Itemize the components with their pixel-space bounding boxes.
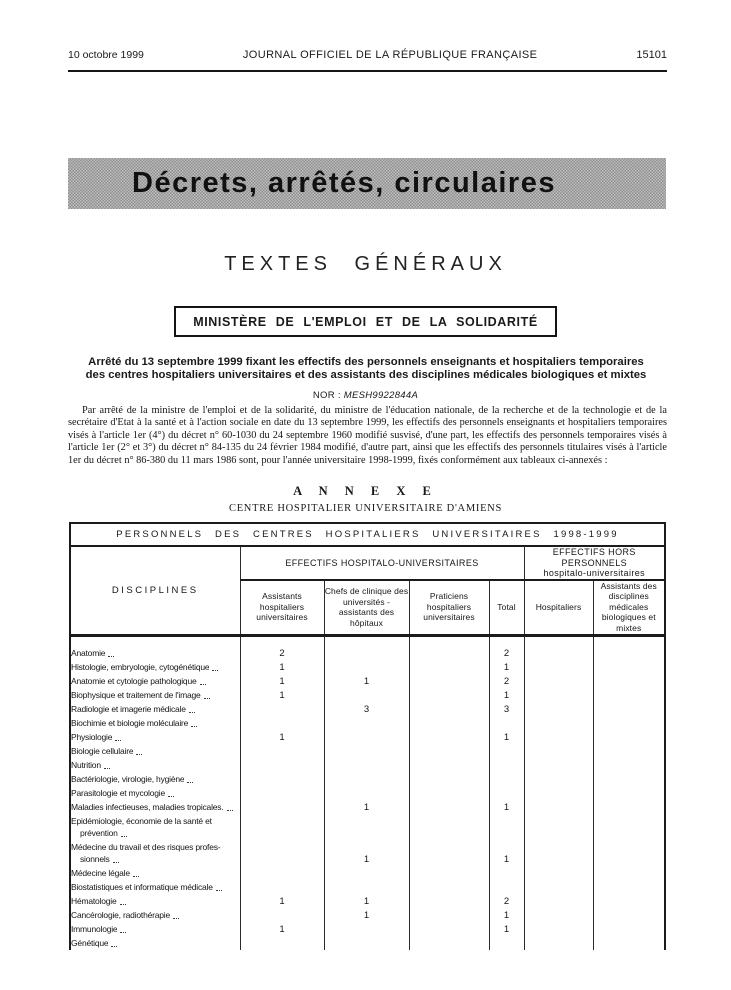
cell-value [524,840,593,866]
cell-value [240,866,324,880]
cell-value [409,716,489,730]
cell-value: 1 [240,674,324,688]
cell-value: 1 [489,660,524,674]
table-row [70,758,665,772]
cell-value [324,758,409,772]
spacer-cell [409,635,489,646]
spacer-cell [593,635,665,646]
cell-value [524,936,593,950]
header-rule [68,70,667,72]
row-label: sionnels [80,853,110,864]
page-header [68,49,667,61]
row-label-cell [70,688,240,702]
cell-value [240,936,324,950]
leader-dots [168,796,174,797]
cell-value [324,772,409,786]
leader-dots [120,932,126,933]
row-label: Parasitologie et mycologie [71,787,166,798]
journal-title: JOURNAL OFFICIEL DE LA RÉPUBLIQUE FRANÇAISE [242,49,538,61]
cell-value [409,772,489,786]
cell-value [593,674,665,688]
cell-value [593,840,665,866]
row-label-cell [70,758,240,772]
row-label: Bactériologie, virologie, hygiène [71,773,185,784]
cell-value: 1 [240,660,324,674]
cell-value [409,660,489,674]
cell-value [489,814,524,840]
row-label-cell [70,772,240,786]
leader-dots [133,876,139,877]
cell-value: 1 [489,730,524,744]
cell-value [524,688,593,702]
cell-value: 1 [489,908,524,922]
col-header-disciplines: DISCIPLINES [70,546,240,635]
annexe-title: A N N E X E [293,484,438,498]
table-spacer-row [70,635,665,646]
row-label: Biologie cellulaire [71,745,134,756]
col-header-assistants-disciplines: Assistants des disciplines médicales biologiques et mixtes [593,580,665,636]
leader-dots [121,836,127,837]
cell-value [240,880,324,894]
cell-value [409,936,489,950]
leader-dots [173,918,179,919]
cell-value [240,814,324,840]
cell-value [593,880,665,894]
leader-dots [189,712,195,713]
arrete-title: Arrêté du 13 septembre 1999 fixant les effectifs des personnels enseignants et hospitaliers temporaires des centres hospitaliers universitaires et des assistants des disciplines médicales biologiques et mixtes [85,356,647,381]
cell-value [324,688,409,702]
leader-dots [191,726,197,727]
group-header-hors-personnels [524,546,665,580]
cell-value [524,814,593,840]
cell-value [593,702,665,716]
spacer-cell [524,635,593,646]
cell-value [409,730,489,744]
leader-dots [120,904,126,905]
col-header-hospitaliers: Hospitaliers [524,580,593,636]
cell-value [409,688,489,702]
body-paragraph: Par arrêté de la ministre de l'emploi et de la solidarité, du ministre de l'éducation nationale, de la recherche et de la technologie et de la secrétaire d'Etat à la santé et à l'action sociale en date du 13 septembre 1999, les effectifs des personnels enseignants et hospitaliers temporaires visés à l'article 1er (4°) du décret n° 60-1030 du 24 septembre 1960 modifié susvisé, d'une part, les effectifs des personnels temporaires visés à l'article 1er (2° et 3°) du décret n° 84-135 du 24 février 1984 modifié, d'autre part, ainsi que les effectifs des personnels titulaires visés à l'article 1er du décret n° 86-380 du 11 mars 1986 sont, pour l'année universitaire 1998-1999, fixés conformément aux tableaux ci-annexés : [68,405,667,466]
row-label-cell [70,908,240,922]
ministry-title: MINISTÈRE DE L'EMPLOI ET DE LA SOLIDARITÉ [174,306,557,337]
cell-value [409,814,489,840]
row-label: Physiologie [71,731,113,742]
row-label-cell [70,702,240,716]
cell-value [593,688,665,702]
cell-value [240,716,324,730]
cell-value [593,922,665,936]
cell-value [524,716,593,730]
cell-value [524,908,593,922]
row-label: Anatomie [71,647,106,658]
cell-value: 1 [489,688,524,702]
row-label-cell [70,880,240,894]
cell-value [524,702,593,716]
page-number: 15101 [636,49,667,61]
row-label-cell [70,744,240,758]
table-group-row [70,546,665,580]
cell-value [524,730,593,744]
cell-value [593,646,665,660]
table-row [70,814,665,840]
row-label-cell [70,716,240,730]
table-row [70,908,665,922]
leader-dots [115,740,121,741]
cell-value: 2 [240,646,324,660]
cell-value [409,866,489,880]
annexe-subtitle: CENTRE HOSPITALIER UNIVERSITAIRE D'AMIENS [228,503,503,514]
leader-dots [187,782,193,783]
row-label-cell [70,840,240,866]
row-label: Biostatistiques et informatique médicale [71,881,213,892]
row-label: Anatomie et cytologie pathologique [71,675,197,686]
cell-value [489,866,524,880]
row-label: Médecine du travail et des risques profes- [71,841,221,852]
cell-value [409,800,489,814]
cell-value [409,880,489,894]
table-row [70,866,665,880]
spacer-cell [324,635,409,646]
row-label: Epidémiologie, économie de la santé et [71,815,212,826]
table-row [70,674,665,688]
leader-dots [108,656,114,657]
cell-value: 2 [489,674,524,688]
row-label: prévention [80,827,118,838]
cell-value [593,716,665,730]
nor-line [0,390,731,401]
cell-value [240,758,324,772]
cell-value [324,936,409,950]
table-row [70,922,665,936]
cell-value [409,744,489,758]
cell-value [593,894,665,908]
cell-value [489,772,524,786]
row-label-cell [70,922,240,936]
group-header-hospitalo-universitaires: EFFECTIFS HOSPITALO-UNIVERSITAIRES [240,546,524,580]
cell-value: 1 [324,840,409,866]
table-row [70,730,665,744]
row-label: Nutrition [71,759,101,770]
table-row [70,800,665,814]
cell-value [593,814,665,840]
cell-value [524,772,593,786]
cell-value: 2 [489,894,524,908]
nor-label: NOR : [312,390,341,401]
cell-value [593,730,665,744]
cell-value [524,758,593,772]
cell-value: 1 [324,800,409,814]
table-caption-row [70,523,665,546]
row-label-cell [70,800,240,814]
cell-value [324,716,409,730]
cell-value [409,922,489,936]
table-row [70,716,665,730]
cell-value [524,744,593,758]
row-label: Cancérologie, radiothérapie [71,909,171,920]
cell-value: 1 [324,894,409,908]
cell-value [240,786,324,800]
row-label-cell [70,646,240,660]
cell-value [324,814,409,840]
cell-value: 1 [324,674,409,688]
leader-dots [136,754,142,755]
row-label-cell [70,786,240,800]
cell-value: 2 [489,646,524,660]
row-label: Biophysique et traitement de l'image [71,689,201,700]
cell-value [524,880,593,894]
table-caption: PERSONNELS DES CENTRES HOSPITALIERS UNIVERSITAIRES 1998-1999 [70,523,665,546]
table-row [70,660,665,674]
leader-dots [212,670,218,671]
row-label: Maladies infectieuses, maladies tropicales. [71,801,224,812]
cell-value [593,758,665,772]
table-row [70,688,665,702]
cell-value [593,800,665,814]
cell-value [524,866,593,880]
section-title: TEXTES GÉNÉRAUX [224,253,507,275]
cell-value [409,840,489,866]
cell-value [409,758,489,772]
cell-value [409,786,489,800]
table-row [70,840,665,866]
row-label: Immunologie [71,923,118,934]
personnel-table [69,522,666,950]
group-header-line2: hospitalo-universitaires [543,568,646,578]
spacer-cell [70,635,240,646]
table-row [70,646,665,660]
leader-dots [216,890,222,891]
table-row [70,744,665,758]
row-label-cell [70,730,240,744]
cell-value [524,786,593,800]
cell-value [524,646,593,660]
table-row [70,936,665,950]
row-label-cell [70,674,240,688]
cell-value [409,894,489,908]
col-header-total: Total [489,580,524,636]
table-row [70,702,665,716]
cell-value: 1 [240,730,324,744]
nor-value: MESH9922844A [343,390,419,401]
cell-value: 3 [324,702,409,716]
table-row [70,772,665,786]
row-label: Médecine légale [71,867,130,878]
cell-value [489,936,524,950]
cell-value [324,744,409,758]
cell-value [524,674,593,688]
ministry-box-wrap [0,306,731,337]
cell-value: 1 [240,688,324,702]
cell-value [524,660,593,674]
cell-value [593,936,665,950]
cell-value [324,880,409,894]
cell-value [489,786,524,800]
cell-value [409,646,489,660]
row-label-cell [70,660,240,674]
cell-value [240,840,324,866]
cell-value [593,744,665,758]
cell-value [409,908,489,922]
cell-value [324,786,409,800]
cell-value [489,716,524,730]
cell-value [524,922,593,936]
cell-value: 1 [489,840,524,866]
row-label: Hématologie [71,895,117,906]
cell-value [240,702,324,716]
leader-dots [104,768,110,769]
decrees-banner [68,158,666,209]
cell-value: 1 [240,894,324,908]
cell-value [524,800,593,814]
group-header-line1: EFFECTIFS HORS PERSONNELS [552,547,636,568]
cell-value [324,922,409,936]
spacer-cell [240,635,324,646]
cell-value [489,758,524,772]
col-header-assistants-hu: Assistants hospitaliers universitaires [240,580,324,636]
cell-value [409,702,489,716]
table-row [70,894,665,908]
leader-dots [113,862,119,863]
cell-value: 1 [240,922,324,936]
col-header-praticiens-hu: Praticiens hospitaliers universitaires [409,580,489,636]
row-label-cell [70,814,240,840]
row-label-cell [70,894,240,908]
cell-value [593,908,665,922]
cell-value: 1 [324,908,409,922]
cell-value [593,786,665,800]
cell-value [489,744,524,758]
spacer-cell [489,635,524,646]
cell-value [240,772,324,786]
row-label: Biochimie et biologie moléculaire [71,717,189,728]
cell-value: 1 [489,800,524,814]
row-label: Histologie, embryologie, cytogénétique [71,661,210,672]
table-row [70,880,665,894]
cell-value [240,744,324,758]
issue-date: 10 octobre 1999 [68,49,144,61]
cell-value [324,646,409,660]
cell-value [593,660,665,674]
col-header-chefs-de-clinique: Chefs de clinique des universités - assistants des hôpitaux [324,580,409,636]
leader-dots [204,698,210,699]
cell-value [324,730,409,744]
leader-dots [227,810,233,811]
cell-value [524,894,593,908]
cell-value [324,866,409,880]
row-label-cell [70,866,240,880]
row-label-cell [70,936,240,950]
row-label: Génétique [71,937,109,948]
row-label: Radiologie et imagerie médicale [71,703,186,714]
banner-title: Décrets, arrêtés, circulaires [132,167,556,199]
leader-dots [111,946,117,947]
cell-value [593,772,665,786]
cell-value: 3 [489,702,524,716]
cell-value [409,674,489,688]
cell-value [593,866,665,880]
leader-dots [200,684,206,685]
table-row [70,786,665,800]
cell-value [489,880,524,894]
cell-value: 1 [489,922,524,936]
cell-value [324,660,409,674]
cell-value [240,908,324,922]
cell-value [240,800,324,814]
